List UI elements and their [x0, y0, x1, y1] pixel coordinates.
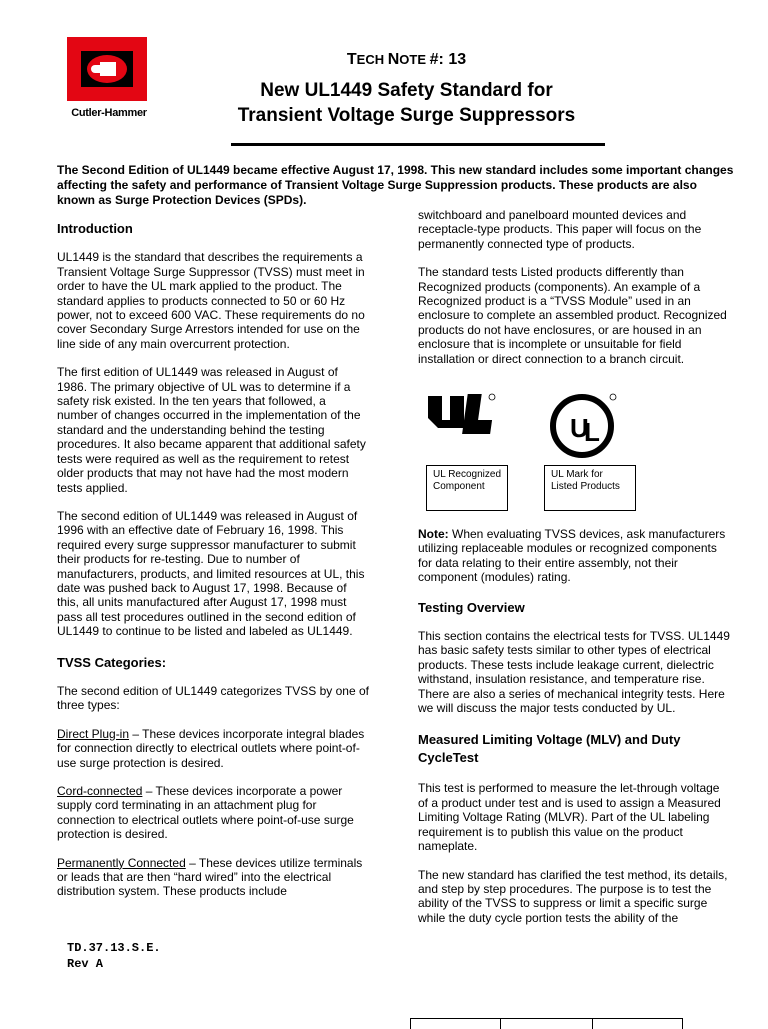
- mlv-heading: Measured Limiting Voltage (MLV) and Duty CycleTest: [418, 732, 681, 766]
- right-column-bottom: [418, 527, 731, 925]
- tech-note-label: TECH NOTE #: 13: [346, 51, 467, 68]
- category-direct-plug-in: Direct Plug-in – These devices incorporate integral blades for connection directly to electrical outlets where point-of-use surge protection is desired.: [57, 726, 365, 770]
- intro-heading: Introduction: [57, 221, 133, 236]
- mlv-paragraph-2: The new standard has clarified the test method, its details, and step by step procedures. The purpose is to test the ability of the TVSS to suppress or limit a specific surge while the duty cycle portion tests the ability of the: [418, 867, 728, 925]
- right-column-top: [418, 208, 731, 366]
- category-permanently-connected: Permanently Connected – These devices utilize terminals or leads that are then “hard wired” into the electrical distribution system. These products include: [57, 855, 363, 899]
- ul-listed-mark-icon: [549, 392, 617, 458]
- lead-paragraph: The Second Edition of UL1449 became effective August 17, 1998. This new standard includes some important changes affecting the safety and performance of Transient Voltage Surge Suppression products. These products are also known as Surge Protection Devices (SPDs).: [57, 163, 734, 207]
- mlv-paragraph-1: This test is performed to measure the let-through voltage of a product under test and is used to assign a Measured Limiting Voltage Rating (MLVR). Part of the UL labeling requirement is to publish this value on the product nameplate.: [418, 781, 721, 854]
- title-rule: [231, 143, 605, 146]
- ul-recognized-mark-icon: [426, 392, 498, 442]
- left-column: [57, 222, 369, 899]
- right-paragraph-2: The standard tests Listed products differently than Recognized products (components). An example of a Recognized product is a “TVSS Module” used in an enclosure to complete an assembled product. Recognized products do not have enclosures, or are housed in an enclosure that is incomplete or unsuitable for field installation or direct connection to a branch circuit.: [418, 265, 727, 366]
- categories-intro: The second edition of UL1449 categorizes TVSS by one of three types:: [57, 683, 369, 713]
- note-paragraph: Note: When evaluating TVSS devices, ask manufacturers utilizing replaceable modules or recognized components for data relating to their entire assembly, not their component (modules) rating.: [418, 527, 726, 585]
- intro-paragraph-1: UL1449 is the standard that describes the requirements a Transient Voltage Surge Suppressor (TVSS) must meet in order to have the UL mark applied to the product. The standard applies to products connected to 50 or 60 Hz power, not to exceed 600 VAC. These requirements do no cover Secondary Surge Arrestors intended for use on the line side of any main overcurrent protection.: [57, 250, 365, 351]
- svg-text:L: L: [584, 417, 600, 447]
- categories-heading: TVSS Categories:: [57, 654, 167, 670]
- intro-paragraph-3: The second edition of UL1449 was released in August of 1996 with an effective date of February 16, 1998. This required every surge suppressor manufacturer to submit their products for re-testing. Due to number of manufacturers, products, and limited resources at UL, this date was pushed back to August 17, 1998. Because of this, all units manufactured after August 17, 1998 must pass all test procedures outlined in the second edition of UL1449 to continue to be listed and labeled as UL1449.: [57, 508, 365, 639]
- ul-recognized-caption: UL Recognized Component: [426, 465, 508, 511]
- brand-name: Cutler-Hammer: [71, 107, 147, 119]
- intro-paragraph-2: The first edition of UL1449 was released in August of 1986. The primary objective of UL was to determine if a safety risk existed. In the ten years that followed, a number of changes occurred in the implementation of the standard and the understanding behind the testing procedures. It also became apparent that additional safety tests were required as well as the requirement to retest older products that may not have had the most modern tests applied.: [57, 365, 366, 495]
- category-cord-connected: Cord-connected – These devices incorporate a power supply cord terminating in an attachment plug for connection to electrical outlets where point-of-use surge protection is desired.: [57, 784, 354, 842]
- right-paragraph-1: switchboard and panelboard mounted devices and receptacle-type products. This paper will focus on the permanently connected type of products.: [418, 208, 702, 251]
- svg-text:U: U: [570, 413, 589, 443]
- ul-listed-caption: UL Mark for Listed Products: [544, 465, 636, 511]
- document-code: TD.37.13.S.E. Rev A: [67, 941, 161, 971]
- page-title: New UL1449 Safety Standard for Transient Voltage Surge Suppressors: [237, 80, 576, 126]
- testing-heading: Testing Overview: [418, 599, 525, 615]
- cutler-hammer-logo-icon: [67, 37, 147, 101]
- testing-paragraph: This section contains the electrical tests for TVSS. UL1449 has basic safety tests similar to other types of electrical products. These tests include leakage current, dielectric withstand, insulation resistance, and temperature rise. There are also a series of mechanical integrity tests. Here we will discuss the major tests conducted by UL.: [418, 629, 730, 716]
